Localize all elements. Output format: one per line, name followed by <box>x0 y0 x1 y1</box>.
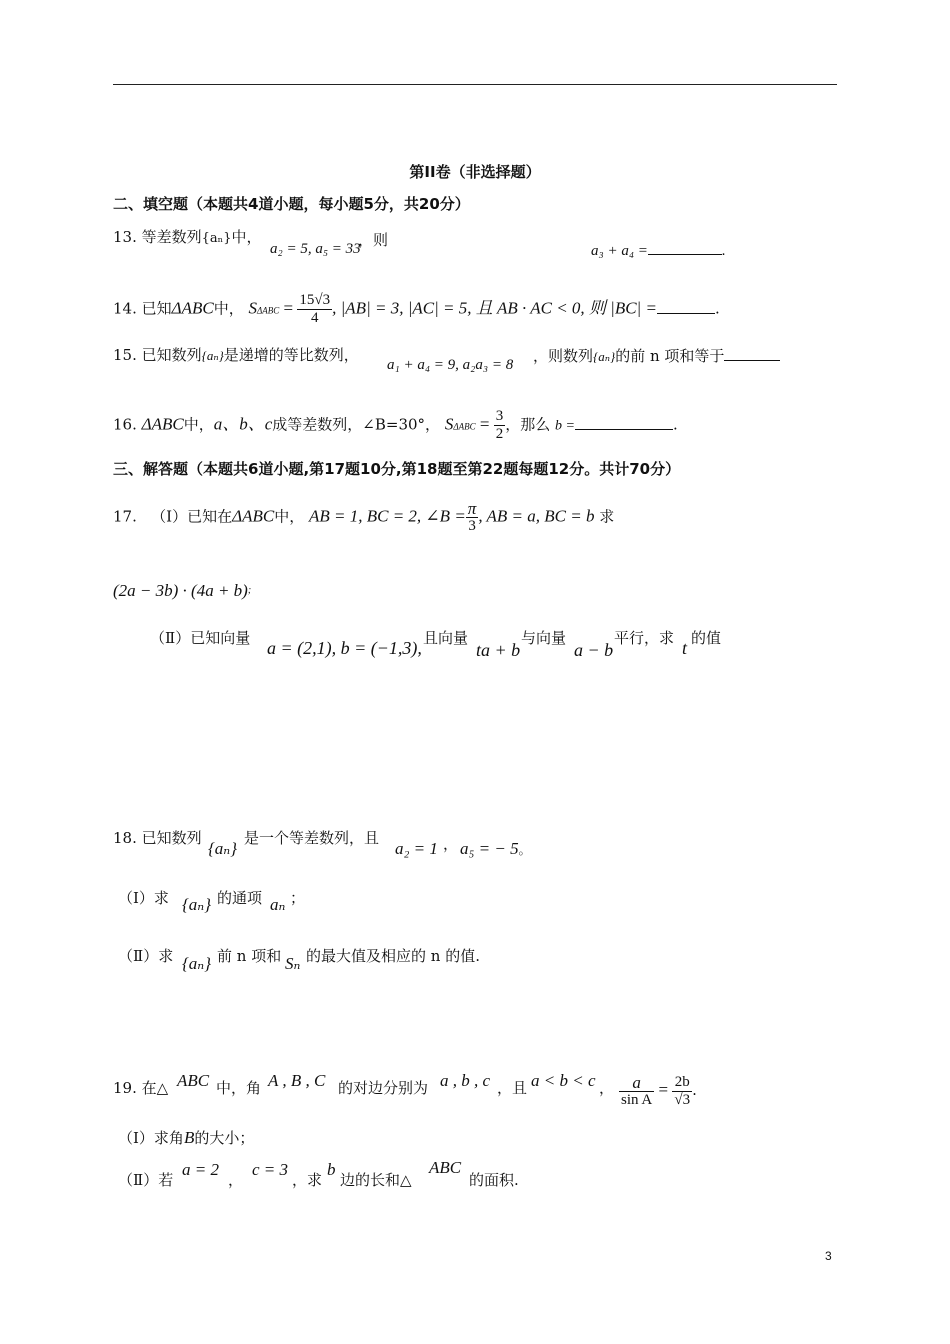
q19-part-1: （Ⅰ）求角B的大小； <box>118 1128 255 1147</box>
q19-d: ，且 <box>497 1079 528 1097</box>
q19-abc2: ABC <box>429 1158 462 1177</box>
q13-condition: a₂ = 5, a₅ = 33 <box>270 241 361 257</box>
fraction: $\frac{3}{2}$ <box>495 408 504 442</box>
question-14: 14. 已知ΔABC中， SΔABC = $\frac{15√3}{4}$ , |AB| = 3, |AC| = 5, 且 AB · AC < 0, 则 |BC| = . <box>113 292 720 326</box>
q18-comma: ， <box>443 835 459 853</box>
q18-ii3: 的最大值及相应的 n 的值. <box>306 947 480 965</box>
question-17-part-2: （Ⅱ）已知向量 <box>150 629 251 647</box>
answer-blank[interactable] <box>648 238 722 255</box>
q18-an: aₙ <box>270 895 286 914</box>
q17-t: t <box>682 638 688 658</box>
header-rule <box>113 84 837 85</box>
q19-sides: a , b , c <box>440 1071 491 1090</box>
q18-part-2: （Ⅱ）求 <box>118 947 174 965</box>
fraction: $\frac{2b}{√3}$ <box>674 1073 691 1108</box>
q18-ii2: 前 n 项和 <box>217 947 282 965</box>
q17-v2: a − b <box>574 640 614 660</box>
fraction: $\frac{a}{\text{sin A}}$ <box>621 1072 653 1108</box>
question-19: 19. 在△ <box>113 1079 169 1097</box>
q18-isemi: ； <box>290 889 306 907</box>
q19-e: ， <box>599 1079 615 1097</box>
q19-ii4: 的面积. <box>469 1171 519 1189</box>
q19-ii3: 边的长和△ <box>340 1171 412 1189</box>
q17-expression: (2a − 3b) · (4a + b); <box>113 581 252 600</box>
q17-v1: ta + b <box>476 640 521 660</box>
q18-i2: 的通项 <box>217 889 263 907</box>
answer-blank[interactable] <box>724 344 780 361</box>
section-fill-in-heading: 二、填空题（本题共4道小题，每小题5分，共20分） <box>113 195 470 213</box>
question-16: 16. ΔABC中，a、b、c成等差数列，∠B=30°， SΔABC = $\frac{3}{2}$ ，那么 b = . <box>113 408 678 442</box>
q15-tail: ，则数列{aₙ}的前 n 项和等于 <box>533 344 780 368</box>
q17-p4: 且向量 <box>423 629 469 647</box>
q13-ask: a₃ + a₄ = . <box>591 238 726 262</box>
q19-part-2: （Ⅱ）若 <box>118 1171 174 1189</box>
q18-seq-2: {aₙ} <box>182 895 211 914</box>
q18-seq-3: {aₙ} <box>182 954 211 973</box>
q19-angles: A , B , C <box>268 1071 326 1090</box>
q19-abc: ABC <box>177 1071 210 1090</box>
question-15: 15. 已知数列{aₙ}是递增的等比数列， <box>113 346 359 364</box>
answer-blank[interactable] <box>657 297 715 314</box>
q19-sep: ， <box>228 1171 244 1189</box>
section-solution-heading: 三、解答题（本题共6道小题,第17题10分,第18题至第22题每题12分。共计70分） <box>113 460 681 478</box>
q19-av: a = 2 <box>182 1160 219 1179</box>
q18-c1: a₂ = 1 <box>395 839 438 858</box>
q18-part-1: （Ⅰ）求 <box>118 889 169 907</box>
q15-condition: a₁ + a₄ = 9, a₂a₃ = 8 <box>387 357 514 373</box>
question-18: 18. 已知数列 <box>113 829 202 847</box>
q17-p6: 平行，求 <box>614 629 675 647</box>
q17-p5: 与向量 <box>521 629 567 647</box>
fraction: $\frac{\pi}{3}$ <box>467 499 477 534</box>
q18-c2: a₅ = − 5。 <box>460 839 531 858</box>
q18-sn: Sₙ <box>285 954 301 973</box>
q18-b: 是一个等差数列，且 <box>244 829 380 847</box>
q17-p7: 的值 <box>691 629 722 647</box>
q17-vectors: a = (2,1), b = (−1,3), <box>267 638 422 658</box>
q19-bv: b <box>327 1160 336 1179</box>
page-title: 第II卷（非选择题） <box>409 163 541 181</box>
q18-seq: {aₙ} <box>208 839 237 858</box>
page-number: 3 <box>825 1249 832 1263</box>
fraction: $\frac{15√3}{4}$ <box>299 292 331 326</box>
q19-ratio: $\frac{a}{\text{sin A}}$ = $\frac{2b}{√3}$ . <box>621 1072 697 1108</box>
q13-then: ，则 <box>358 231 389 249</box>
answer-blank[interactable] <box>575 413 673 430</box>
question-17-part-1: 17. （Ⅰ）已知在ΔABC中， AB = 1, BC = 2, ∠B = $\frac{\pi}{3}$ , AB = a, BC = b 求 <box>113 499 615 534</box>
q19-b: 中，角 <box>216 1079 262 1097</box>
q19-ineq: a < b < c <box>531 1071 596 1090</box>
q19-ii2: ，求 <box>292 1171 323 1189</box>
q19-c: 的对边分别为 <box>338 1079 429 1097</box>
q19-cv: c = 3 <box>252 1160 289 1179</box>
question-13: 13. 等差数列{aₙ}中， <box>113 228 262 246</box>
